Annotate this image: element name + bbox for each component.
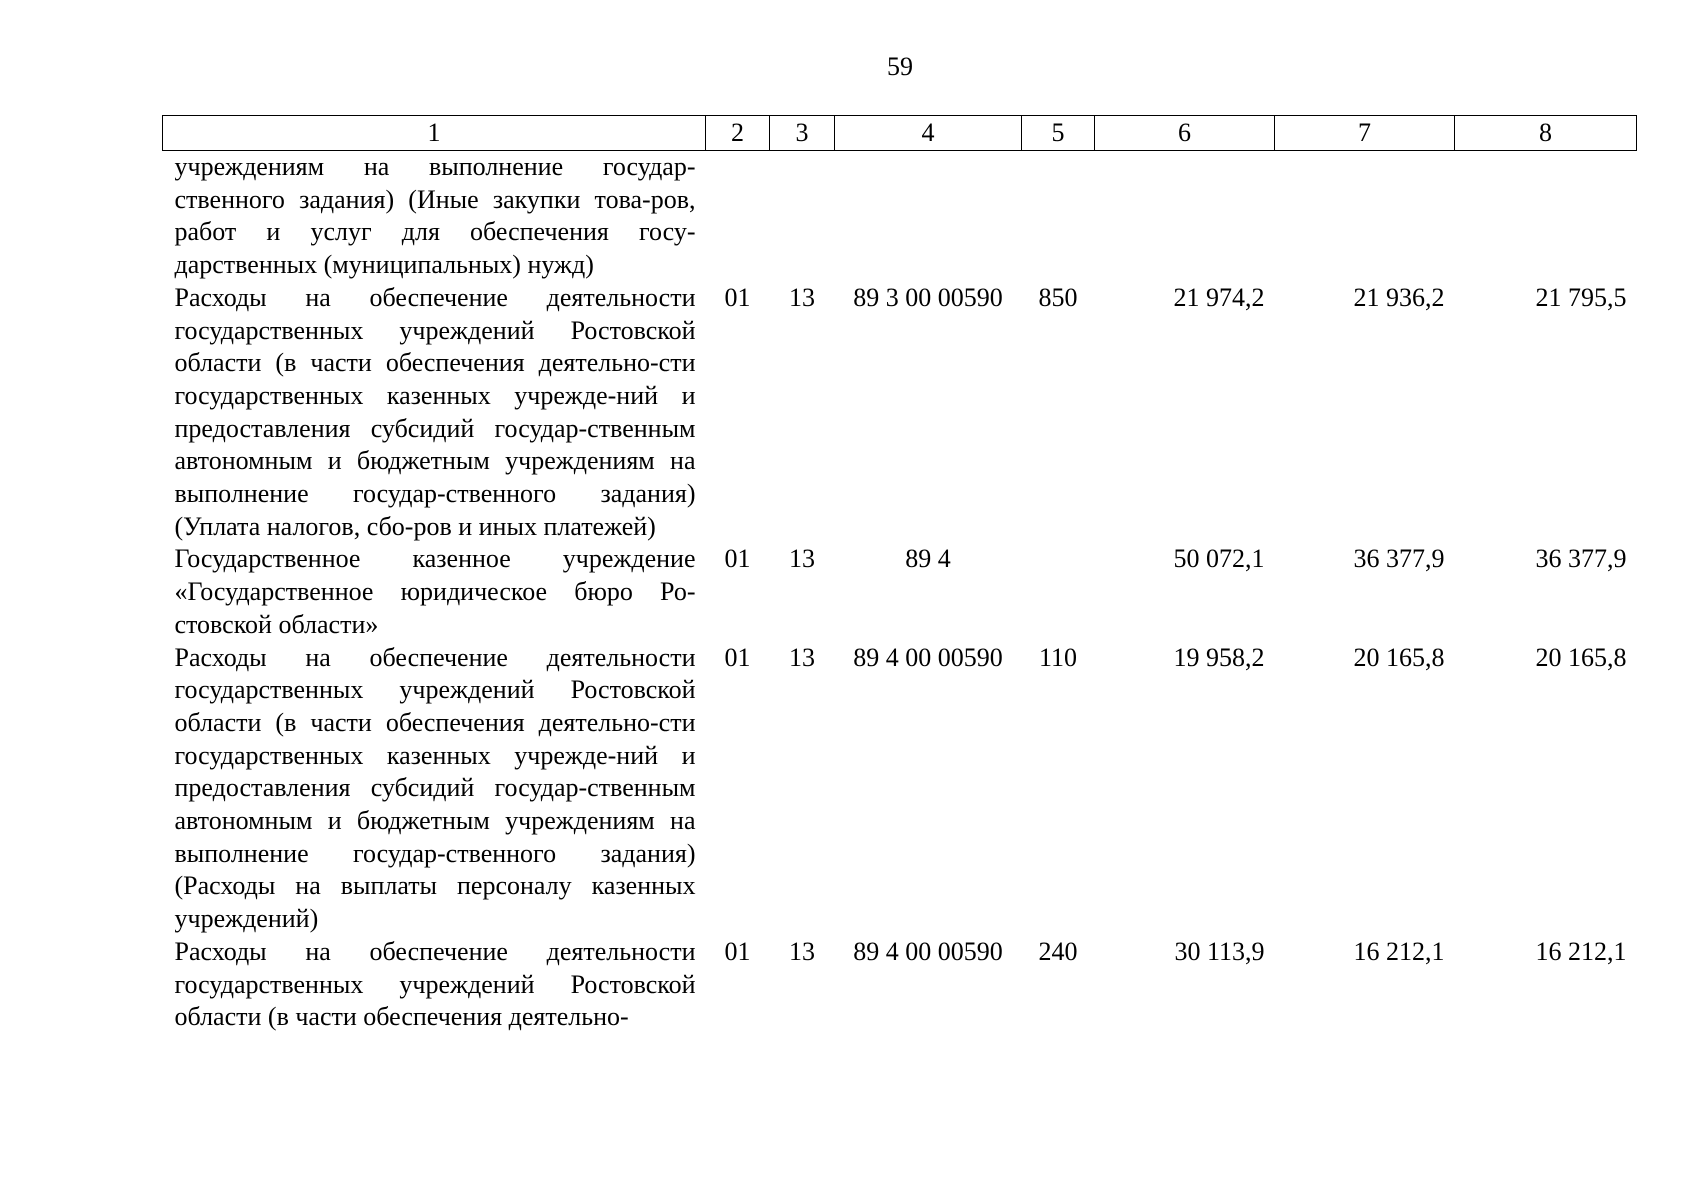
amount-year-2 <box>1275 151 1455 282</box>
amount-year-2: 21 936,2 <box>1353 282 1445 312</box>
expense-type-code: 110 <box>1038 642 1078 672</box>
amount-year-1: 19 958,2 <box>1173 642 1265 672</box>
amount-year-3: 36 377,9 <box>1535 544 1627 574</box>
column-header: 7 <box>1275 116 1455 151</box>
amount-year-1: 21 974,2 <box>1173 282 1265 312</box>
subsection-code: 13 <box>789 282 815 312</box>
column-header: 6 <box>1095 116 1275 151</box>
subsection-code: 13 <box>789 544 815 574</box>
amount-year-2: 20 165,8 <box>1353 642 1445 672</box>
column-header: 5 <box>1022 116 1095 151</box>
page-number: 59 <box>887 52 913 81</box>
expense-type-code <box>1022 543 1095 641</box>
table-row <box>163 642 1637 936</box>
table-header-row <box>163 116 1637 151</box>
target-article-code: 89 4 00 00590 <box>853 642 1003 672</box>
amount-year-2: 36 377,9 <box>1353 544 1445 574</box>
subsection-code: 13 <box>789 642 815 672</box>
target-article-code: 89 4 00 00590 <box>853 936 1003 966</box>
budget-table <box>162 115 1637 1034</box>
subsection-code: 13 <box>789 936 815 966</box>
amount-year-3: 20 165,8 <box>1535 642 1627 672</box>
expense-type-code: 850 <box>1038 282 1078 312</box>
section-code: 01 <box>724 936 751 966</box>
column-header: 8 <box>1455 116 1637 151</box>
amount-year-1: 50 072,1 <box>1173 544 1265 574</box>
amount-year-1: 30 113,9 <box>1174 936 1265 966</box>
expense-type-code: 240 <box>1038 936 1078 966</box>
column-header: 3 <box>770 116 835 151</box>
column-header: 1 <box>163 116 706 151</box>
section-code: 01 <box>724 282 751 312</box>
expense-type-code <box>1022 151 1095 282</box>
section-code <box>706 151 770 282</box>
table-row <box>163 936 1637 1034</box>
column-header: 2 <box>706 116 770 151</box>
table-row <box>163 543 1637 641</box>
row-description: учреждениям на выполнение государ-ственного задания) (Иные закупки това-ров, работ и услуг для обеспечения госу-дарственных (муниципальных) нужд) <box>174 152 696 280</box>
target-article-code <box>835 151 1022 282</box>
amount-year-3: 16 212,1 <box>1535 936 1627 966</box>
target-article-code: 89 4 <box>905 544 951 574</box>
table-row <box>163 151 1637 282</box>
amount-year-3: 21 795,5 <box>1535 282 1627 312</box>
row-description: Государственное казенное учреждение «Государственное юридическое бюро Ро-стовской области» <box>174 544 696 639</box>
amount-year-3 <box>1455 151 1637 282</box>
row-description: Расходы на обеспечение деятельности государственных учреждений Ростовской области (в части обеспечения деятельно- <box>174 936 696 1032</box>
column-header: 4 <box>835 116 1022 151</box>
target-article-code: 89 3 00 00590 <box>853 282 1003 312</box>
subsection-code <box>770 151 835 282</box>
amount-year-2: 16 212,1 <box>1353 936 1445 966</box>
amount-year-1 <box>1095 151 1275 282</box>
row-description: Расходы на обеспечение деятельности государственных учреждений Ростовской области (в части обеспечения деятельно-сти государственных казенных учрежде-ний и предоставления субсидий государ-ственным автономным и бюджетным учреждениям на выполнение государ-ственного задания) (Уплата налогов, сбо-ров и иных платежей) <box>174 282 696 541</box>
section-code: 01 <box>724 642 751 672</box>
section-code: 01 <box>724 544 751 574</box>
table-row <box>163 282 1637 544</box>
row-description: Расходы на обеспечение деятельности государственных учреждений Ростовской области (в части обеспечения деятельно-сти государственных казенных учрежде-ний и предоставления субсидий государ-ственным автономным и бюджетным учреждениям на выполнение государ-ственного задания) (Расходы на выплаты персоналу казенных учреждений) <box>174 642 696 934</box>
